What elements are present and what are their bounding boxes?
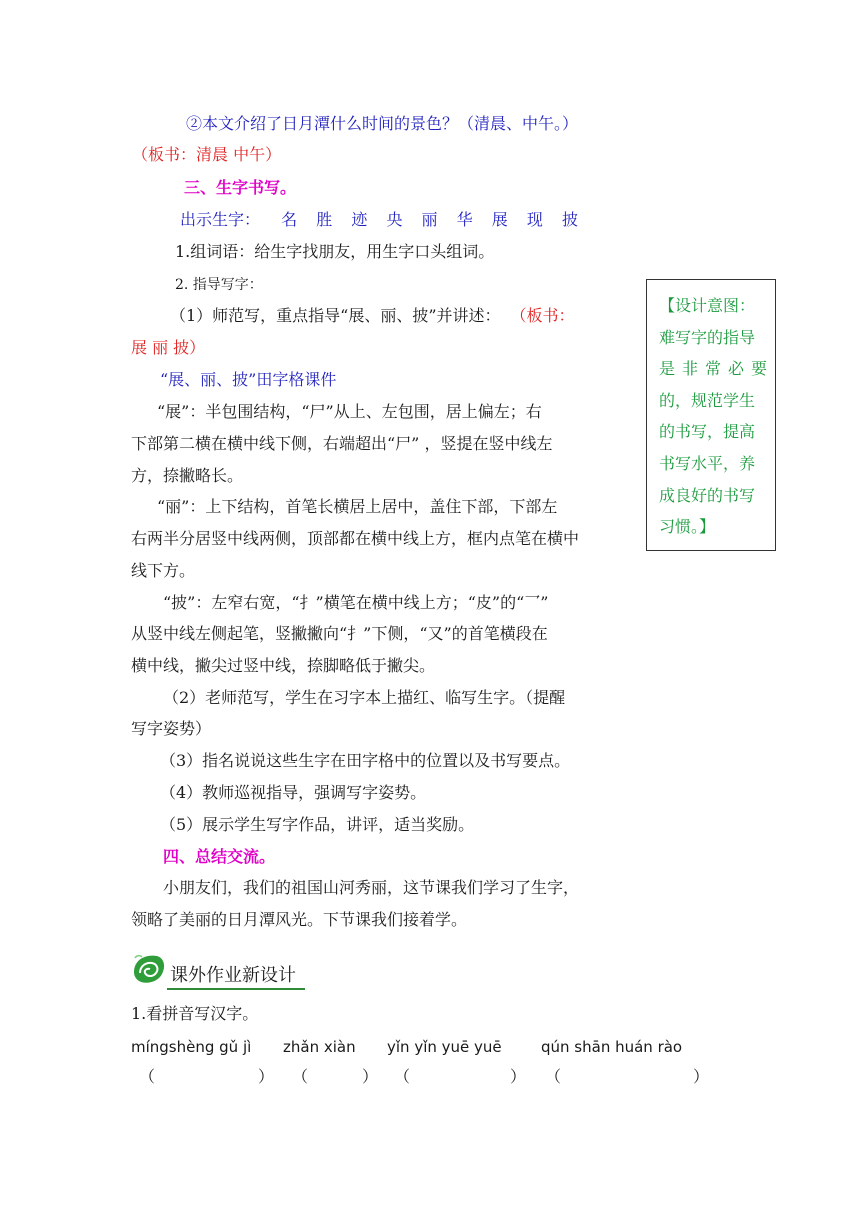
char: 央 bbox=[386, 210, 403, 229]
question-2: ②本文介绍了日月潭什么时间的景色？（清晨、中午。） bbox=[186, 114, 579, 133]
leaf-swirl-icon bbox=[131, 952, 167, 986]
courseware-note: “展、丽、披”田字格课件 bbox=[160, 370, 337, 389]
characters-label: 出示生字： bbox=[180, 210, 261, 229]
section-3-heading: 三、生字书写。 bbox=[184, 178, 297, 197]
side-note-line: 书写水平，养 bbox=[659, 454, 756, 473]
side-note-line: 的书写，提高 bbox=[659, 422, 756, 441]
char: 华 bbox=[456, 210, 473, 229]
pi-line-1: “披”：左窄右宽，“扌”横笔在横中线上方；“皮”的“乛” bbox=[163, 593, 549, 612]
step-5: （5）展示学生写字作品，讲评，适当奖励。 bbox=[160, 815, 475, 834]
answer-blank-4-close[interactable]: ） bbox=[693, 1067, 710, 1086]
characters-row bbox=[180, 210, 578, 230]
char: 迹 bbox=[351, 210, 368, 229]
board-note-2: （板书： bbox=[510, 306, 575, 325]
step-1-text: （1）师范写，重点指导“展、丽、披”并讲述： bbox=[170, 306, 501, 325]
answer-blank-4-open[interactable]: （ bbox=[545, 1067, 562, 1086]
li-line-1: “丽”：上下结构，首笔长横居上居中，盖住下部，下部左 bbox=[157, 497, 558, 516]
answer-blank-2-open[interactable]: （ bbox=[292, 1067, 309, 1086]
step-3: （3）指名说说这些生字在田字格中的位置以及书写要点。 bbox=[160, 751, 571, 770]
char: 胜 bbox=[316, 210, 333, 229]
pinyin-2: zhǎn xiàn bbox=[283, 1038, 356, 1056]
summary-line-2: 领略了美丽的日月潭风光。下节课我们接着学。 bbox=[131, 910, 468, 929]
answer-blank-1-close[interactable]: ） bbox=[258, 1067, 275, 1086]
char: 名 bbox=[281, 210, 298, 229]
char: 披 bbox=[561, 210, 578, 229]
answer-blank-1-open[interactable]: （ bbox=[139, 1067, 156, 1086]
design-intent-box bbox=[646, 279, 776, 551]
pi-line-3: 横中线，撇尖过竖中线，捺脚略低于撇尖。 bbox=[131, 656, 436, 675]
pinyin-3: yǐn yǐn yuē yuē bbox=[387, 1038, 502, 1056]
title-underline bbox=[167, 988, 305, 990]
step-4: （4）教师巡视指导，强调写字姿势。 bbox=[160, 783, 427, 802]
zhan-line-2: 下部第二横在横中线下侧，右端超出“尸” ，竖提在竖中线左 bbox=[131, 434, 553, 453]
side-note-line: 的，规范学生 bbox=[659, 391, 756, 410]
char: 丽 bbox=[421, 210, 438, 229]
side-note-line: 习惯。】 bbox=[659, 517, 716, 536]
side-note-line: 成良好的书写 bbox=[659, 486, 756, 505]
homework-title: 课外作业新设计 bbox=[170, 965, 296, 986]
homework-question-1: 1.看拼音写汉字。 bbox=[131, 1004, 259, 1023]
answer-blank-3-close[interactable]: ） bbox=[510, 1067, 527, 1086]
char: 展 bbox=[491, 210, 508, 229]
step-1-line bbox=[170, 306, 575, 326]
answer-blank-2-close[interactable]: ） bbox=[362, 1067, 379, 1086]
pinyin-1: míngshèng gǔ jì bbox=[131, 1038, 252, 1056]
pinyin-4: qún shān huán rào bbox=[541, 1038, 683, 1056]
item-2: 2. 指导写字： bbox=[175, 277, 263, 293]
zhan-line-3: 方，捺撇略长。 bbox=[131, 466, 244, 485]
board-note-1: （板书：清晨 中午） bbox=[132, 145, 282, 164]
zhan-line-1: “展”：半包围结构，“尸”从上、左包围，居上偏左；右 bbox=[157, 402, 542, 421]
step-2-line-1: （2）老师范写，学生在习字本上描红、临写生字。（提醒 bbox=[163, 688, 566, 707]
side-note-line: 是非常必要 bbox=[659, 359, 775, 378]
side-note-line: 难写字的指导 bbox=[659, 328, 756, 347]
board-note-2-chars: 展 丽 披） bbox=[131, 338, 206, 357]
li-line-3: 线下方。 bbox=[131, 561, 196, 580]
section-4-heading: 四、总结交流。 bbox=[163, 847, 276, 866]
side-note-line: 【设计意图： bbox=[659, 296, 756, 315]
pi-line-2: 从竖中线左侧起笔，竖撇撇向“扌”下侧，“又”的首笔横段在 bbox=[131, 624, 548, 643]
summary-line-1: 小朋友们，我们的祖国山河秀丽，这节课我们学习了生字， bbox=[163, 878, 580, 897]
li-line-2: 右两半分居竖中线两侧，顶部都在横中线上方，框内点笔在横中 bbox=[131, 529, 580, 548]
item-1: 1.组词语：给生字找朋友，用生字口头组词。 bbox=[175, 242, 495, 261]
char: 现 bbox=[526, 210, 543, 229]
step-2-line-2: 写字姿势） bbox=[131, 719, 212, 738]
answer-blank-3-open[interactable]: （ bbox=[394, 1067, 411, 1086]
